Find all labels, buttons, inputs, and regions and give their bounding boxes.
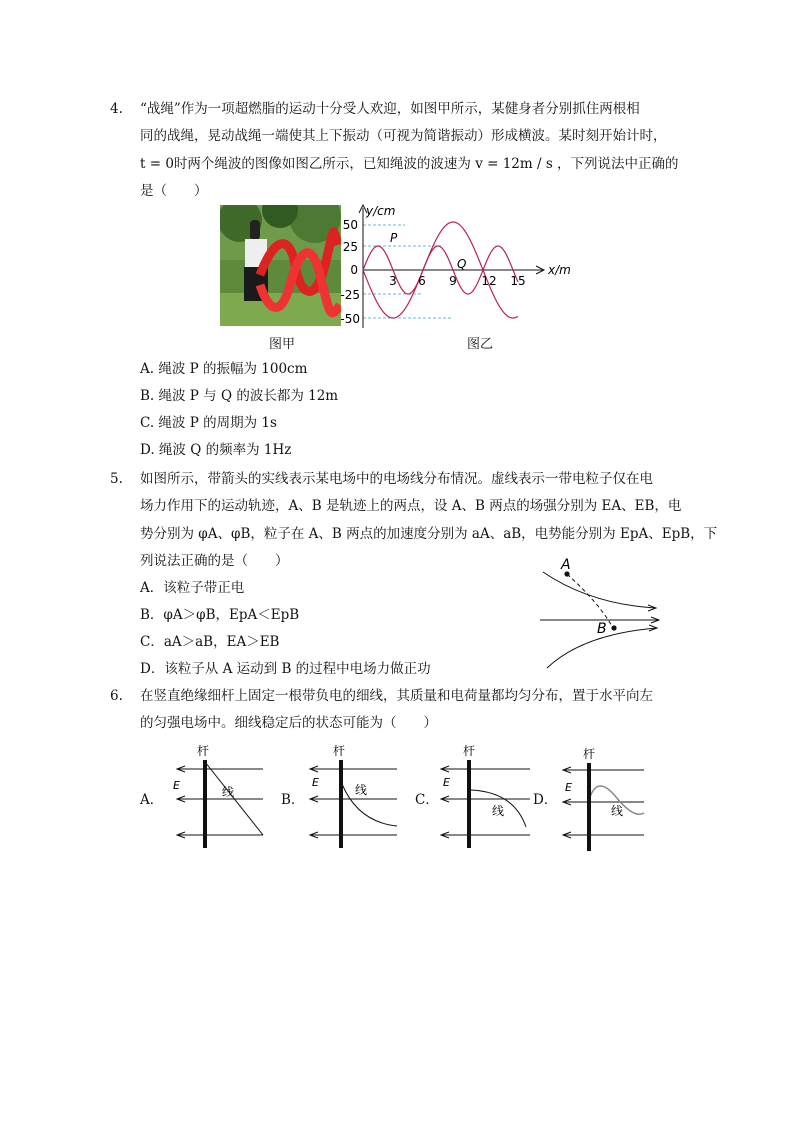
line-label: 线	[611, 804, 624, 818]
y-tick: 25	[342, 240, 358, 254]
figure-caption-a: 图甲	[269, 337, 296, 352]
option-c: C．aA＞aB，EA＞EB	[140, 634, 280, 650]
field-label: E	[565, 781, 572, 794]
y-tick: 50	[342, 218, 358, 232]
x-tick: 9	[449, 274, 457, 288]
option-d: D. 绳波 Q 的频率为 1Hz	[140, 442, 292, 458]
option-b: B. 绳波 P 与 Q 的波长都为 12m	[140, 388, 339, 404]
question-text-line: 同的战绳，晃动战绳一端使其上下振动（可视为简谐振动）形成横波。某时刻开始计时，	[140, 128, 667, 144]
x-tick: 12	[481, 274, 497, 288]
rod-label: 杆	[583, 747, 596, 761]
option-c: C．	[415, 792, 439, 808]
question-text-line: 势分别为 φA、φB，粒子在 A、B 两点的加速度分别为 aA、aB，电势能分别为 EpA、EpB，下	[140, 526, 718, 542]
wave-graph	[338, 200, 578, 332]
line-label: 线	[222, 785, 235, 799]
option-c: C. 绳波 P 的周期为 1s	[140, 415, 277, 431]
question-text-line: 场力作用下的运动轨迹，A、B 是轨迹上的两点，设 A、B 两点的场强分别为 EA、EB，电	[140, 498, 682, 514]
point-a-label: A	[561, 557, 571, 573]
point-p-label: P	[390, 231, 398, 245]
option-b: B．φA＞φB，EpA＜EpB	[140, 607, 300, 623]
field-label: E	[312, 776, 319, 789]
point-q-label: Q	[457, 257, 467, 271]
x-tick: 6	[418, 274, 426, 288]
field-label: E	[443, 776, 450, 789]
question-text-line: 是（ ）	[140, 183, 208, 199]
option-a: A. 绳波 P 的振幅为 100cm	[140, 361, 308, 377]
figure-caption-b: 图乙	[467, 337, 494, 352]
rod-label: 杆	[197, 744, 210, 758]
rod-label: 杆	[463, 744, 476, 758]
athlete-photo	[220, 205, 341, 326]
option-b: B．	[281, 792, 305, 808]
question-text-line: 的匀强电场中。细线稳定后的状态可能为（ ）	[140, 715, 437, 731]
option-d: D．该粒子从 A 运动到 B 的过程中电场力做正功	[140, 661, 431, 677]
field-lines-figure	[535, 556, 665, 674]
point-b-label: B	[597, 621, 607, 637]
question-text-line: “战绳”作为一项超燃脂的运动十分受人欢迎，如图甲所示，某健身者分别抓住两根相	[140, 101, 640, 117]
y-axis-label: y/cm	[366, 204, 396, 218]
question-number: 4.	[110, 101, 123, 117]
option-a: A．该粒子带正电	[140, 580, 245, 596]
rod-label: 杆	[333, 744, 346, 758]
field-label: E	[173, 779, 180, 792]
line-label: 线	[492, 804, 505, 818]
question-text-line: 在竖直绝缘细杆上固定一根带负电的细线，其质量和电荷量都均匀分布，置于水平向左	[140, 688, 653, 704]
x-axis-label: x/m	[548, 263, 571, 277]
question-text-line: 列说法正确的是（ ）	[140, 553, 289, 569]
rod-figure-a	[165, 742, 270, 850]
x-tick: 3	[389, 274, 397, 288]
line-label: 线	[355, 783, 368, 797]
question-text-line: 如图所示，带箭头的实线表示某电场中的电场线分布情况。虚线表示一带电粒子仅在电	[140, 471, 653, 487]
y-tick: -25	[340, 288, 360, 302]
y-tick: -50	[340, 312, 360, 326]
rod-figure-d	[558, 745, 650, 853]
y-tick: 0	[350, 263, 358, 277]
question-number: 6.	[110, 688, 123, 704]
rod-figure-c	[434, 742, 534, 850]
question-text-line: t = 0时两个绳波的图像如图乙所示，已知绳波的波速为 v = 12m / s ，下列说法中正确的	[140, 156, 679, 172]
x-tick: 15	[510, 274, 526, 288]
option-a: A．	[140, 792, 164, 808]
rod-figure-b	[303, 742, 403, 850]
question-number: 5.	[110, 471, 123, 487]
option-d: D．	[533, 792, 558, 808]
